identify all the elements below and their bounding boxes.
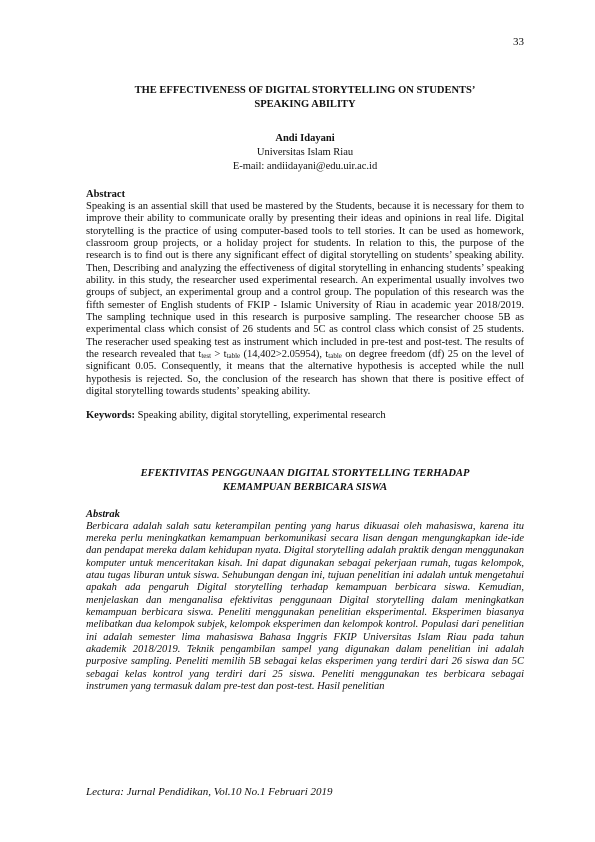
article-title	[86, 84, 524, 112]
keywords	[86, 410, 524, 422]
abstract-heading: Abstract	[86, 189, 126, 200]
page-number: 33	[513, 36, 524, 48]
author-block	[86, 132, 524, 174]
keywords-text: Speaking ability, digital storytelling, experimental research	[135, 409, 386, 421]
indonesian-title-line-2: KEMAMPUAN BERBICARA SISWA	[222, 481, 388, 493]
indonesian-title	[86, 467, 524, 495]
journal-footer: Lectura: Jurnal Pendidikan, Vol.10 No.1 Februari 2019	[86, 786, 333, 798]
author-email: E-mail: andiidayani@edu.uir.ac.id	[232, 161, 378, 172]
indonesian-title-line-1: EFEKTIVITAS PENGGUNAAN DIGITAL STORYTELLING TERHADAP	[140, 467, 470, 479]
abstract-text-part-1: Speaking is an assential skill that used be mastered by the Students, because it is necessary for them to improve their ability to communicate orally by presenting their ideas and opinions in real life. Digital storytelling is the practice of using computer-based tools to tell stories. It can be used as homework, classroom group projects, or a holiday project for students. In relation to this, the purpose of the research is to find out is there any significant effect of digital storytelling on students’ speaking ability. Then, Describing and analyzing the effectiveness of digital storytelling in enhancing students’ speaking ability. in this study, the researcher used experimental research. An experimental usually involves two groups of subject, an experimental group and a control group. The population of this research was the fifth semester of English students of FKIP - Islamic University of Riau in academic year 2018/2019. The sampling technique used in this research is purposive sampling. The researcher choose 5B as experimental class which consist of 26 students and 5C as control class which consist of 25 students. The reseracher used speaking test as instrument which included in pre-test and post-test. The results of the research revealed that t	[86, 201, 524, 361]
greater-than-t: > t	[211, 349, 227, 361]
abstract-text	[86, 201, 524, 399]
article-title-line-1: THE EFFECTIVENESS OF DIGITAL STORYTELLING ON STUDENTS’	[134, 85, 476, 96]
abstract-text-part-2: on degree freedom (df) 25 on the level of significant 0.05. Consequently, it means that the alternative hypothesis is accepted while the null hypothesis is rejected. So, the conclusion of the research has shown that there is positive effect of digital storytelling towards students’ speaking ability.	[86, 349, 524, 398]
article-body	[86, 84, 524, 693]
author-affiliation: Universitas Islam Riau	[256, 147, 354, 158]
t-test-subscript: test	[201, 352, 212, 361]
abstrak-text: Berbicara adalah salah satu keterampilan penting yang harus dikuasai oleh mahasiswa, karena itu mereka perlu meningkatkan kemampuan berkomunikasi secara lisan dengan mengungkapkan ide-ide dan pendapat mereka dalam kehidupan nyata. Digital storytelling adalah praktik dengan menggunakan komputer untuk menceritakan kisah. Ini dapat digunakan sebagai pekerjaan rumah, tugas kelompok, atau tugas liburan untuk siswa. Sehubungan dengan ini, tujuan penelitian ini adalah untuk mengetahui apakah ada pengaruh Digital storytelling terhadap kemampuan berbicara siswa. Kemudian, menjelaskan dan menganalisa efektivitas penggunaan Digital storytelling dalam meningkatkan kemampuan berbicara siswa. Peneliti menggunakan penelitian eksperimental. Eksperimen biasanya melibatkan dua kelompok subjek, kelompok eksperimen dan kelompok kontrol. Populasi dari penelitian ini adalah semester lima mahasiswa Bahasa Inggris FKIP Universitas Islam Riau pada tahun akademik 2018/2019. Teknik pengambilan sampel yang digunakan dalam penelitian ini adalah purposive sampling. Peneliti memilih 5B sebagai kelas eksperimen yang terdiri dari 26 siswa dan 5C sebagai kelas kontrol yang terdiri dari 25 siswa. Peneliti menggunakan tes berbicara sebagai instrumen yang termasuk dalam pre-test dan post-test. Hasil penelitian	[86, 520, 524, 692]
author-name: Andi Idayani	[275, 133, 335, 144]
t-table-subscript-2: table	[328, 352, 342, 361]
t-table-subscript-1: table	[226, 352, 241, 361]
keywords-label: Keywords:	[86, 409, 135, 421]
article-title-line-2: SPEAKING ABILITY	[254, 99, 356, 110]
result-values: (14,402>2.05954), t	[240, 349, 329, 361]
abstrak-heading: Abstrak	[86, 508, 120, 520]
